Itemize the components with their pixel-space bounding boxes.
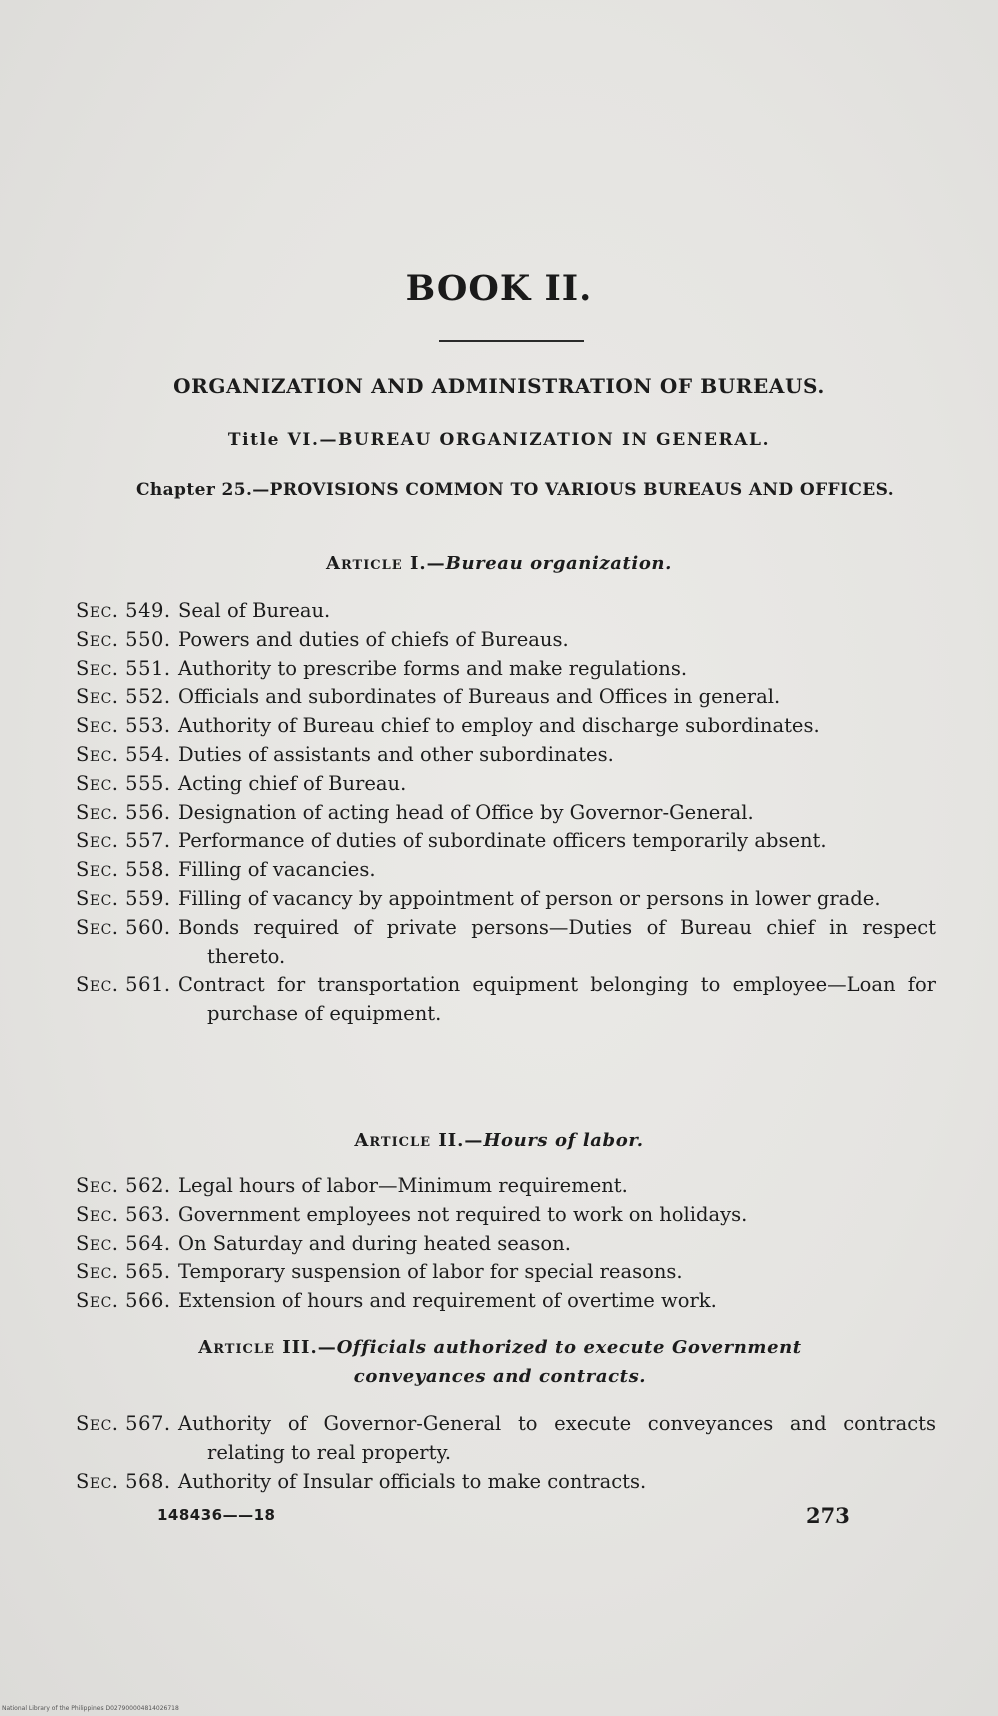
section-number: Sec. 553. [76,714,171,738]
section-text: Authority of Governor-General to execute conveyances and contracts relating to real property. [178,1412,936,1464]
section-number: Sec. 566. [76,1289,171,1313]
section-number: Sec. 568. [76,1469,171,1493]
section-text: Duties of assistants and other subordinates. [178,742,614,766]
article-title: Officials authorized to execute Government conveyances and contracts. [336,1337,802,1387]
section-number: Sec. 549. [76,599,171,622]
section-number: Sec. 567. [76,1412,171,1435]
article-heading [0,1126,998,1155]
section-number: Sec. 558. [76,858,171,882]
section-text: Temporary suspension of labor for special reasons. [178,1260,683,1284]
section-text: Seal of Bureau. [178,599,331,622]
article-number: Article I.— [326,553,446,574]
section-text: Authority of Insular officials to make contracts. [178,1469,647,1493]
section-text: Bonds required of private persons—Duties of Bureau chief in respect thereto. [178,915,936,968]
section-item [47,1258,936,1287]
section-text: Filling of vacancies. [178,858,376,882]
section-number: Sec. 557. [76,829,171,853]
section-text: Acting chief of Bureau. [178,771,407,795]
section-text: Officials and subordinates of Bureaus and Offices in general. [178,685,781,709]
section-item [47,1230,936,1259]
section-list [76,1172,936,1316]
section-item [47,683,936,712]
section-number: Sec. 552. [76,685,171,709]
section-number: Sec. 559. [76,886,171,910]
title-heading: Title VI.—BUREAU ORGANIZATION IN GENERAL. [227,430,771,450]
section-item [47,741,936,770]
section-number: Sec. 554. [76,742,171,766]
section-text: Designation of acting head of Office by Governor-General. [178,800,754,824]
section-text: Extension of hours and requirement of overtime work. [178,1289,717,1313]
page-number: 273 [806,1503,850,1528]
section-text: Authority to prescribe forms and make regulations. [178,656,688,680]
section-item [47,1201,936,1230]
section-number: Sec. 560. [76,915,171,939]
signature-code: 148436——18 [157,1506,276,1524]
section-list [76,1410,936,1496]
section-text: Contract for transportation equipment belonging to employee—Loan for purchase of equipment. [178,973,936,1026]
section-number: Sec. 562. [76,1174,171,1197]
section-item [47,1468,936,1497]
section-item [47,770,936,799]
section-item [47,1172,936,1201]
article-number: Article III.— [198,1337,337,1358]
section-number: Sec. 556. [76,800,171,824]
section-item [47,856,936,885]
article-title: Bureau organization. [445,553,672,574]
scan-credit: National Library of the Philippines D027900004814026718 [2,1705,179,1712]
section-number: Sec. 565. [76,1260,171,1284]
section-number: Sec. 563. [76,1202,171,1226]
article-number: Article II.— [354,1130,484,1151]
section-text: Government employees not required to work on holidays. [178,1202,748,1226]
section-item [47,799,936,828]
section-number: Sec. 564. [76,1231,171,1255]
section-item [47,1410,936,1468]
section-item [47,971,936,1029]
section-item [47,885,936,914]
title-rule [439,340,584,342]
section-number: Sec. 555. [76,771,171,795]
article-heading [160,1333,840,1391]
section-number: Sec. 561. [76,973,171,997]
section-item [47,626,936,655]
section-item [47,655,936,684]
organization-heading: ORGANIZATION AND ADMINISTRATION OF BUREAUS. [173,374,825,398]
section-item [47,827,936,856]
section-text: Powers and duties of chiefs of Bureaus. [178,627,569,651]
section-text: Performance of duties of subordinate officers temporarily absent. [178,829,827,853]
section-number: Sec. 550. [76,627,171,651]
section-item [47,914,936,972]
chapter-heading: Chapter 25.—PROVISIONS COMMON TO VARIOUS BUREAUS AND OFFICES. [135,480,895,500]
section-item [47,1287,936,1316]
section-number: Sec. 551. [76,656,171,680]
section-item [47,712,936,741]
section-text: Filling of vacancy by appointment of person or persons in lower grade. [178,886,881,910]
article-title: Hours of labor. [483,1130,644,1151]
section-item [47,597,936,626]
section-text: On Saturday and during heated season. [178,1231,571,1255]
section-text: Legal hours of labor—Minimum requirement. [178,1174,628,1197]
section-list [76,597,936,1029]
book-title: BOOK II. [405,268,593,309]
article-heading [0,549,998,578]
section-text: Authority of Bureau chief to employ and discharge subordinates. [178,714,820,738]
